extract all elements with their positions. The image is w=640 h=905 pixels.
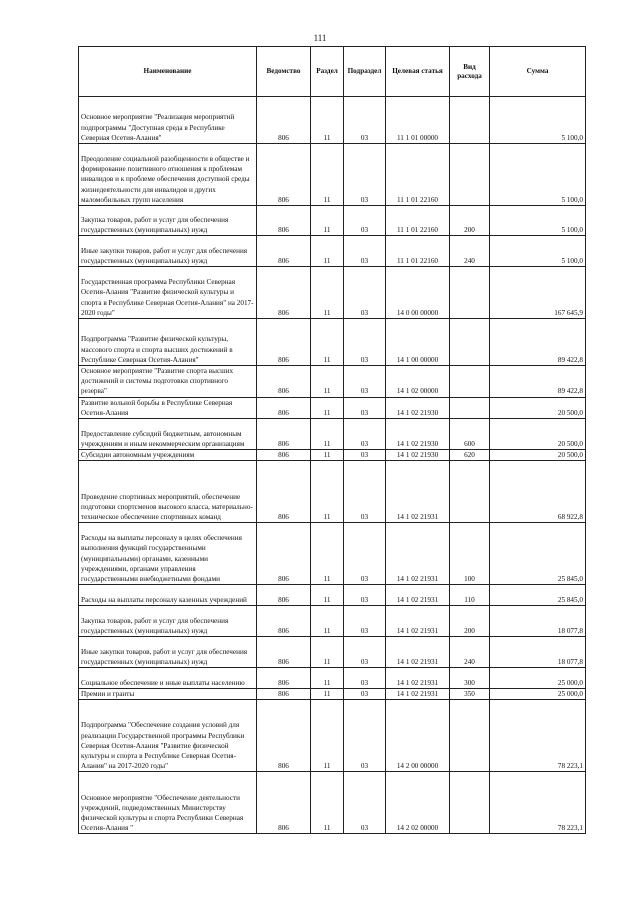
cell-target: 14 1 02 21931 — [386, 689, 450, 700]
cell-subsection: 03 — [344, 206, 386, 236]
cell-expense: 240 — [450, 637, 490, 668]
cell-sum: 20 500,0 — [490, 419, 586, 450]
cell-subsection: 03 — [344, 772, 386, 834]
table-row — [79, 397, 586, 418]
cell-sum: 78 223,1 — [490, 772, 586, 834]
cell-sum: 5 100,0 — [490, 206, 586, 236]
cell-ministry: 806 — [257, 772, 311, 834]
cell-target: 14 1 02 21930 — [386, 419, 450, 450]
cell-subsection: 03 — [344, 700, 386, 772]
cell-subsection: 03 — [344, 366, 386, 398]
cell-sum: 167 645,9 — [490, 267, 586, 319]
cell-subsection: 03 — [344, 606, 386, 637]
cell-expense — [450, 397, 490, 418]
cell-sum: 78 223,1 — [490, 700, 586, 772]
cell-name: Государственная программа Республики Северная Осетия-Алания "Развитие физической культуры и спорта в Республике Северная Осетия-Алания" на 2017-2020 годы" — [79, 267, 257, 319]
cell-expense: 600 — [450, 419, 490, 450]
cell-expense — [450, 772, 490, 834]
cell-ministry: 806 — [257, 461, 311, 523]
header-expense: Вид расхода — [450, 47, 490, 97]
cell-name: Субсидии автономным учреждениям — [79, 450, 257, 461]
cell-target: 14 2 00 00000 — [386, 700, 450, 772]
cell-expense — [450, 97, 490, 144]
cell-expense: 110 — [450, 585, 490, 606]
table-row — [79, 97, 586, 144]
cell-ministry: 806 — [257, 689, 311, 700]
cell-target: 14 2 02 00000 — [386, 772, 450, 834]
header-subsection: Подраздел — [344, 47, 386, 97]
cell-target: 11 1 01 00000 — [386, 97, 450, 144]
table-row — [79, 267, 586, 319]
cell-ministry: 806 — [257, 236, 311, 267]
cell-target: 14 1 02 21931 — [386, 606, 450, 637]
cell-name: Закупка товаров, работ и услуг для обеспечения государственных (муниципальных) нужд — [79, 206, 257, 236]
cell-subsection: 03 — [344, 668, 386, 689]
cell-target: 14 1 02 21930 — [386, 397, 450, 418]
cell-sum: 20 500,0 — [490, 397, 586, 418]
cell-expense: 240 — [450, 236, 490, 267]
header-target: Целевая статья — [386, 47, 450, 97]
cell-target: 11 1 01 22160 — [386, 236, 450, 267]
cell-expense — [450, 319, 490, 366]
cell-ministry: 806 — [257, 606, 311, 637]
cell-ministry: 806 — [257, 397, 311, 418]
cell-expense: 620 — [450, 450, 490, 461]
header-ministry: Ведомство — [257, 47, 311, 97]
header-sum: Сумма — [490, 47, 586, 97]
cell-target: 14 1 02 00000 — [386, 366, 450, 398]
cell-section: 11 — [311, 366, 344, 398]
cell-name: Основное мероприятие "Реализация мероприятий подпрограммы "Доступная среда в Республике Северная Осетия-Алания" — [79, 97, 257, 144]
cell-expense — [450, 700, 490, 772]
cell-target: 11 1 01 22160 — [386, 144, 450, 206]
cell-sum: 20 500,0 — [490, 450, 586, 461]
cell-section: 11 — [311, 419, 344, 450]
cell-expense: 200 — [450, 606, 490, 637]
cell-expense: 300 — [450, 668, 490, 689]
cell-name: Предоставление субсидий бюджетным, автономным учреждениям и иным некоммерческим организациям — [79, 419, 257, 450]
cell-sum: 18 077,8 — [490, 606, 586, 637]
cell-ministry: 806 — [257, 206, 311, 236]
cell-ministry: 806 — [257, 450, 311, 461]
cell-ministry: 806 — [257, 267, 311, 319]
table-row — [79, 319, 586, 366]
cell-section: 11 — [311, 97, 344, 144]
cell-subsection: 03 — [344, 450, 386, 461]
table-row — [79, 144, 586, 206]
cell-name: Подпрограмма "Обеспечение создания условий для реализации Государственной программы Республики Северная Осетия-Алания "Развитие физической культуры и спорта в Республике Северная Осетия-Алания" на 2017-2020 годы" — [79, 700, 257, 772]
cell-section: 11 — [311, 689, 344, 700]
cell-target: 11 1 01 22160 — [386, 206, 450, 236]
cell-target: 14 1 00 00000 — [386, 319, 450, 366]
table-row — [79, 366, 586, 398]
table-row — [79, 419, 586, 450]
cell-expense — [450, 461, 490, 523]
cell-name: Социальное обеспечение и иные выплаты населению — [79, 668, 257, 689]
cell-ministry: 806 — [257, 668, 311, 689]
table-body — [79, 97, 586, 834]
cell-name: Проведение спортивных мероприятий, обеспечение подготовки спортсменов высокого класса, материально-техническое обеспечение спортивных команд — [79, 461, 257, 523]
cell-name: Иные закупки товаров, работ и услуг для обеспечения государственных (муниципальных) нужд — [79, 637, 257, 668]
cell-section: 11 — [311, 606, 344, 637]
cell-ministry: 806 — [257, 419, 311, 450]
table-row — [79, 585, 586, 606]
cell-sum: 89 422,8 — [490, 319, 586, 366]
table-row — [79, 523, 586, 585]
cell-section: 11 — [311, 523, 344, 585]
cell-name: Иные закупки товаров, работ и услуг для обеспечения государственных (муниципальных) нужд — [79, 236, 257, 267]
cell-subsection: 03 — [344, 319, 386, 366]
cell-section: 11 — [311, 450, 344, 461]
cell-target: 14 1 02 21931 — [386, 461, 450, 523]
cell-ministry: 806 — [257, 585, 311, 606]
cell-section: 11 — [311, 637, 344, 668]
cell-section: 11 — [311, 144, 344, 206]
cell-name: Основное мероприятие "Развитие спорта высших достижений и системы подготовки спортивного резерва" — [79, 366, 257, 398]
cell-subsection: 03 — [344, 236, 386, 267]
cell-section: 11 — [311, 267, 344, 319]
table-row — [79, 689, 586, 700]
cell-section: 11 — [311, 397, 344, 418]
cell-section: 11 — [311, 461, 344, 523]
table-row — [79, 236, 586, 267]
table-row — [79, 668, 586, 689]
table-row — [79, 606, 586, 637]
cell-sum: 18 077,8 — [490, 637, 586, 668]
cell-subsection: 03 — [344, 97, 386, 144]
table-header-row — [79, 47, 586, 97]
cell-name: Подпрограмма "Развитие физической культуры, массового спорта и спорта высших достижений в Республике Северная Осетия-Алания" — [79, 319, 257, 366]
cell-expense: 200 — [450, 206, 490, 236]
cell-subsection: 03 — [344, 637, 386, 668]
cell-subsection: 03 — [344, 144, 386, 206]
table-row — [79, 700, 586, 772]
cell-expense: 100 — [450, 523, 490, 585]
cell-expense: 350 — [450, 689, 490, 700]
cell-ministry: 806 — [257, 144, 311, 206]
cell-section: 11 — [311, 319, 344, 366]
cell-subsection: 03 — [344, 267, 386, 319]
table-row — [79, 772, 586, 834]
cell-target: 14 1 02 21930 — [386, 450, 450, 461]
budget-table — [78, 46, 586, 834]
cell-ministry: 806 — [257, 97, 311, 144]
cell-sum: 5 100,0 — [490, 236, 586, 267]
cell-sum: 25 000,0 — [490, 668, 586, 689]
cell-sum: 68 922,8 — [490, 461, 586, 523]
cell-sum: 25 000,0 — [490, 689, 586, 700]
cell-section: 11 — [311, 772, 344, 834]
cell-section: 11 — [311, 206, 344, 236]
cell-expense — [450, 267, 490, 319]
cell-target: 14 0 00 00000 — [386, 267, 450, 319]
cell-name: Закупка товаров, работ и услуг для обеспечения государственных (муниципальных) нужд — [79, 606, 257, 637]
table-row — [79, 461, 586, 523]
cell-ministry: 806 — [257, 700, 311, 772]
cell-ministry: 806 — [257, 366, 311, 398]
cell-subsection: 03 — [344, 461, 386, 523]
cell-sum: 5 100,0 — [490, 97, 586, 144]
table-row — [79, 206, 586, 236]
cell-subsection: 03 — [344, 689, 386, 700]
cell-sum: 89 422,8 — [490, 366, 586, 398]
cell-section: 11 — [311, 236, 344, 267]
cell-subsection: 03 — [344, 523, 386, 585]
cell-name: Преодоление социальной разобщенности в обществе и формирование позитивного отношения к проблемам инвалидов и к проблеме обеспечения доступной среды жизнедеятельности для инвалидов и других маломобильных групп населения — [79, 144, 257, 206]
cell-subsection: 03 — [344, 397, 386, 418]
cell-section: 11 — [311, 668, 344, 689]
cell-name: Развитие вольной борьбы в Республике Северная Осетия-Алания — [79, 397, 257, 418]
cell-target: 14 1 02 21931 — [386, 668, 450, 689]
cell-sum: 25 845,0 — [490, 523, 586, 585]
cell-subsection: 03 — [344, 419, 386, 450]
header-name: Наименование — [79, 47, 257, 97]
cell-name: Премии и гранты — [79, 689, 257, 700]
cell-ministry: 806 — [257, 523, 311, 585]
cell-sum: 25 845,0 — [490, 585, 586, 606]
cell-subsection: 03 — [344, 585, 386, 606]
cell-section: 11 — [311, 585, 344, 606]
cell-target: 14 1 02 21931 — [386, 637, 450, 668]
table-row — [79, 637, 586, 668]
cell-target: 14 1 02 21931 — [386, 523, 450, 585]
cell-name: Расходы на выплаты персоналу казенных учреждений — [79, 585, 257, 606]
cell-expense — [450, 366, 490, 398]
cell-section: 11 — [311, 700, 344, 772]
cell-ministry: 806 — [257, 637, 311, 668]
cell-ministry: 806 — [257, 319, 311, 366]
header-section: Раздел — [311, 47, 344, 97]
cell-expense — [450, 144, 490, 206]
cell-target: 14 1 02 21931 — [386, 585, 450, 606]
cell-name: Расходы на выплаты персоналу в целях обеспечения выполнения функций государственными (муниципальными) органами, казенными учреждениями, органами управления государственными внебюджетными фондами — [79, 523, 257, 585]
cell-sum: 5 100,0 — [490, 144, 586, 206]
cell-name: Основное мероприятие "Обеспечение деятельности учреждений, подведомственных Министерству физической культуры и спорта Республики Северная Осетия-Алания " — [79, 772, 257, 834]
page-number: 111 — [313, 33, 327, 43]
table-row — [79, 450, 586, 461]
